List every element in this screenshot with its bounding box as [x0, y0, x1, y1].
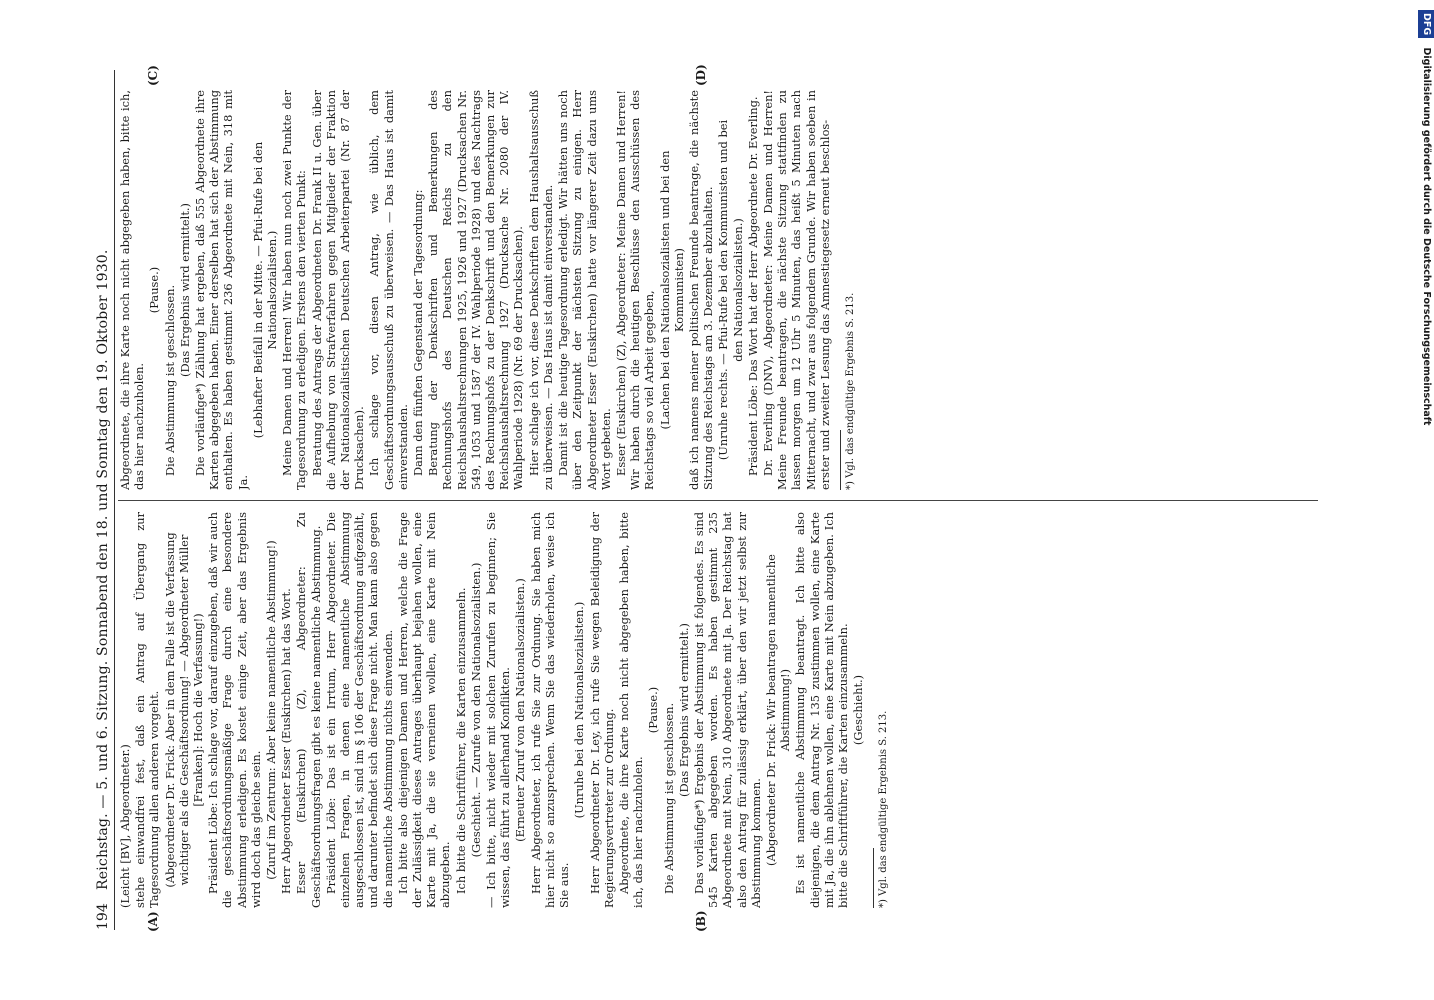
paragraph: Ich schlage vor, diesen Antrag, wie üblich, dem Geschäftsordnungsausschuß zu überweisen. — Das Haus ist damit einverstanden.: [367, 90, 410, 490]
paragraph: Die vorläufige*) Zählung hat ergeben, daß 555 Abgeordnete ihre Karten abgegeben haben. Einer derselben hat sich der Abstimmung enthalten. Es haben gestimmt 236 Abgeordnete mit Nein, 318 mit Ja.: [193, 90, 250, 490]
paragraph: Dann den fünften Gegenstand der Tagesordnung:: [411, 189, 426, 476]
paragraph: (Pause.): [646, 686, 661, 734]
margin-marker-b: (B): [694, 910, 708, 932]
column-divider: [118, 500, 1318, 501]
paragraph: (Lebhafter Beifall in der Mitte. — Pfui-Rufe bei den Nationalsozialisten.): [250, 141, 280, 439]
paragraph: — Ich bitte, nicht wieder mit solchen Zurufen zu beginnen; Sie wissen, das führt zu allerhand Konflikten.: [484, 512, 513, 908]
paragraph: stehe einwandfrei fest, daß ein Antrag auf Übergang zur Tagesordnung allen anderen vorgeht.: [133, 512, 162, 908]
paragraph: Herr Abgeordneter Esser (Euskirchen) hat das Wort.: [279, 588, 294, 894]
right-text-column: [118, 90, 1318, 490]
dfg-credit-text: Digitalisierung gefördert durch die Deutsche Forschungsgemeinschaft: [1421, 47, 1432, 426]
page-number: 194: [95, 903, 111, 930]
paragraph: Esser (Euskirchen) (Z), Abgeordneter: Zu Geschäftsordnungsfragen gibt es keine namentliche Abstimmung.: [294, 512, 323, 908]
footnote-rule: [840, 430, 841, 490]
paragraph: Dr. Everling (DNV), Abgeordneter: Meine Damen und Herren! Meine Freunde beantragen, die nächste Sitzung stattfinden zu lassen morgen um 12 Uhr 5 Minuten, das heißt 5 Minuten nach Mitternacht, und zwar aus folgendem Grunde. Wir haben soeben in erster und zweiter Lesung das Amnestiegesetz erneut beschlos-: [760, 90, 832, 490]
paragraph: Abgeordnete, die ihre Karte noch nicht abgegeben haben, bitte ich, das hier nachzuholen.: [118, 90, 147, 490]
paragraph: Herr Abgeordneter Dr. Ley, ich rufe Sie wegen Beleidigung der Regierungsvertreter zur Ordnung.: [587, 512, 616, 908]
paragraph: Damit ist die heutige Tagesordnung erledigt. Wir hätten uns noch über den Zeitpunkt der nächsten Sitzung zu einigen. Herr Abgeordneter Esser (Euskirchen) hatte vor längerer Zeit dazu ums Wort gebeten.: [556, 90, 613, 490]
paragraph: (Das Ergebnis wird ermittelt.): [177, 203, 192, 377]
margin-marker-d: (D): [694, 64, 708, 86]
page-header: [90, 70, 116, 930]
dfg-logo: DFG: [1418, 10, 1434, 38]
paragraph: daß ich namens meiner politischen Freunde beantrage, die nächste Sitzung des Reichstags am 3. Dezember abzuhalten.: [686, 90, 716, 490]
footnote: *) Vgl. das endgültige Ergebnis S. 213.: [844, 292, 856, 490]
paragraph: Hier schlage ich vor, diese Denkschriften dem Haushaltsausschuß zu überweisen. — Das Haus ist damit einverstanden.: [526, 90, 555, 490]
paragraph: (Unruhe bei den Nationalsozialisten.): [572, 601, 587, 819]
paragraph: Die Abstimmung ist geschlossen.: [661, 702, 676, 894]
paragraph: Esser (Euskirchen) (Z), Abgeordneter: Meine Damen und Herren! Wir haben durch die heutigen Beschlüsse den Ausschüssen des Reichstags so viel Arbeit gegeben,: [613, 90, 657, 490]
paragraph: (Unruhe rechts. — Pfui-Rufe bei den Kommunisten und bei den Nationalsozialisten.): [716, 119, 745, 461]
rotated-document-page: [90, 64, 1390, 932]
paragraph: (Pause.): [147, 266, 162, 314]
paragraph: (Abgeordneter Dr. Frick: Wir beantragen namentliche Abstimmung!): [763, 554, 793, 866]
paragraph: (Lachen bei den Nationalsozialisten und bei den Kommunisten): [657, 150, 686, 430]
footnote: *) Vgl. das endgültige Ergebnis S. 213.: [878, 710, 890, 908]
paragraph: Präsident Löbe: Ich schlage vor, darauf einzugeben, daß wir auch die geschäftsordnungsmäßige Frage durch eine besondere Abstimmung erledigen. Es kostet einige Zeit, aber das Ergebnis wird doch das gleiche sein.: [206, 512, 263, 908]
margin-marker-c: (C): [146, 65, 160, 86]
header-title: Reichstag. — 5. und 6. Sitzung. Sonnabend den 18. und Sonntag den 19. Oktober 1930.: [95, 249, 111, 890]
paragraph: Herr Abgeordneter, ich rufe Sie zur Ordnung. Sie haben mich hier nicht so anzusprechen. Wenn Sie das wiederholen, weise ich Sie aus.: [528, 512, 572, 908]
paragraph: Ich bitte die Schriftführer, die Karten einzusammeln.: [453, 587, 468, 894]
dfg-sidebar: [1418, 10, 1434, 990]
paragraph: (Das Ergebnis wird ermittelt.): [676, 623, 691, 797]
paragraph: Beratung des Antrags der Abgeordneten Dr. Frank II u. Gen. über die Aufhebung von Strafverfahren gegen Mitglieder der Fraktion der Nationalsozialistischen Deutschen Arbeiterpartei (Nr. 87 der Drucksachen).: [309, 90, 367, 490]
paragraph: (Abgeordneter Dr. Frick: Aber in dem Falle ist die Verfassung wichtiger als die Geschäftsordnung! — Abgeordneter Müller [Franken]: Hoch die Verfassung!): [162, 532, 206, 888]
margin-marker-a: (A): [146, 911, 160, 932]
paragraph: (Erneuter Zuruf von den Nationalsozialisten.): [513, 578, 528, 842]
header-rule: [114, 70, 115, 930]
paragraph: Meine Damen und Herren! Wir haben nun noch zwei Punkte der Tagesordnung zu erledigen. Erstens den vierten Punkt:: [280, 90, 309, 490]
paragraph: Die Abstimmung ist geschlossen.: [162, 284, 177, 476]
paragraph: Abgeordnete, die ihre Karte noch nicht abgegeben haben, bitte ich, das hier nachzuholen.: [616, 512, 646, 908]
paragraph: (Geschieht.): [851, 674, 866, 746]
paragraph: (Zuruf im Zentrum: Aber keine namentliche Abstimmung!): [264, 540, 279, 880]
paragraph: Präsident Löbe: Das Wort hat der Herr Abgeordnete Dr. Everling.: [745, 96, 760, 476]
paragraph: (Geschieht. — Zurufe von den Nationalsozialisten.): [468, 562, 483, 858]
footnote-rule: [873, 848, 874, 908]
paragraph: Präsident Löbe: Das ist ein Irrtum, Herr Abgeordneter. Die einzelnen Fragen, in denen eine namentliche Abstimmung ausgeschlossen ist, sind im § 106 der Geschäftsordnung aufgezählt, und darunter befindet sich diese Frage nicht. Man kann also gegen die namentliche Abstimmung nichts einwenden.: [323, 512, 395, 908]
paragraph: Es ist namentliche Abstimmung beantragt. Ich bitte also diejenigen, die dem Antrag Nr. 135 zustimmen wollen, eine Karte mit Ja, die ihn ablehnen wollen, eine Karte mit Nein abzugeben. Ich bitte die Schriftführer, die Karten einzusammeln.: [793, 512, 850, 908]
left-text-column: [118, 512, 1318, 908]
paragraph: (Leicht [BV], Abgeordneter.): [118, 744, 132, 908]
paragraph: Beratung der Denkschriften und Bemerkungen des Rechnungshofs des Deutschen Reichs zu den Reichshaushaltsrechnungen 1925, 1926 und 1927 (Drucksachen Nr. 549, 1053 und 1587 der IV. Wahlperiode 1928) und des Nachtrags des Rechnungshofs zu der Denkschrift und den Bemerkungen zur Reichshaushaltsrechnung 1927 (Drucksache Nr. 2080 der IV. Wahlperiode 1928) (Nr. 69 der Drucksachen).: [426, 90, 526, 490]
paragraph: Ich bitte also diejenigen Damen und Herren, welche die Frage der Zulässigkeit dieses Antrages überhaupt bejahen wollen, eine Karte mit Ja, die sie verneinen wollen, eine Karte mit Nein abzugeben.: [395, 512, 453, 908]
paragraph: Das vorläufige*) Ergebnis der Abstimmung ist folgendes. Es sind 545 Karten abgegeben worden. Es haben gestimmt 235 Abgeordnete mit Nein, 310 Abgeordnete mit Ja. Der Reichstag hat also den Antrag für zulässig erklärt, über den wir jetzt selbst zur Abstimmung kommen.: [691, 512, 763, 908]
